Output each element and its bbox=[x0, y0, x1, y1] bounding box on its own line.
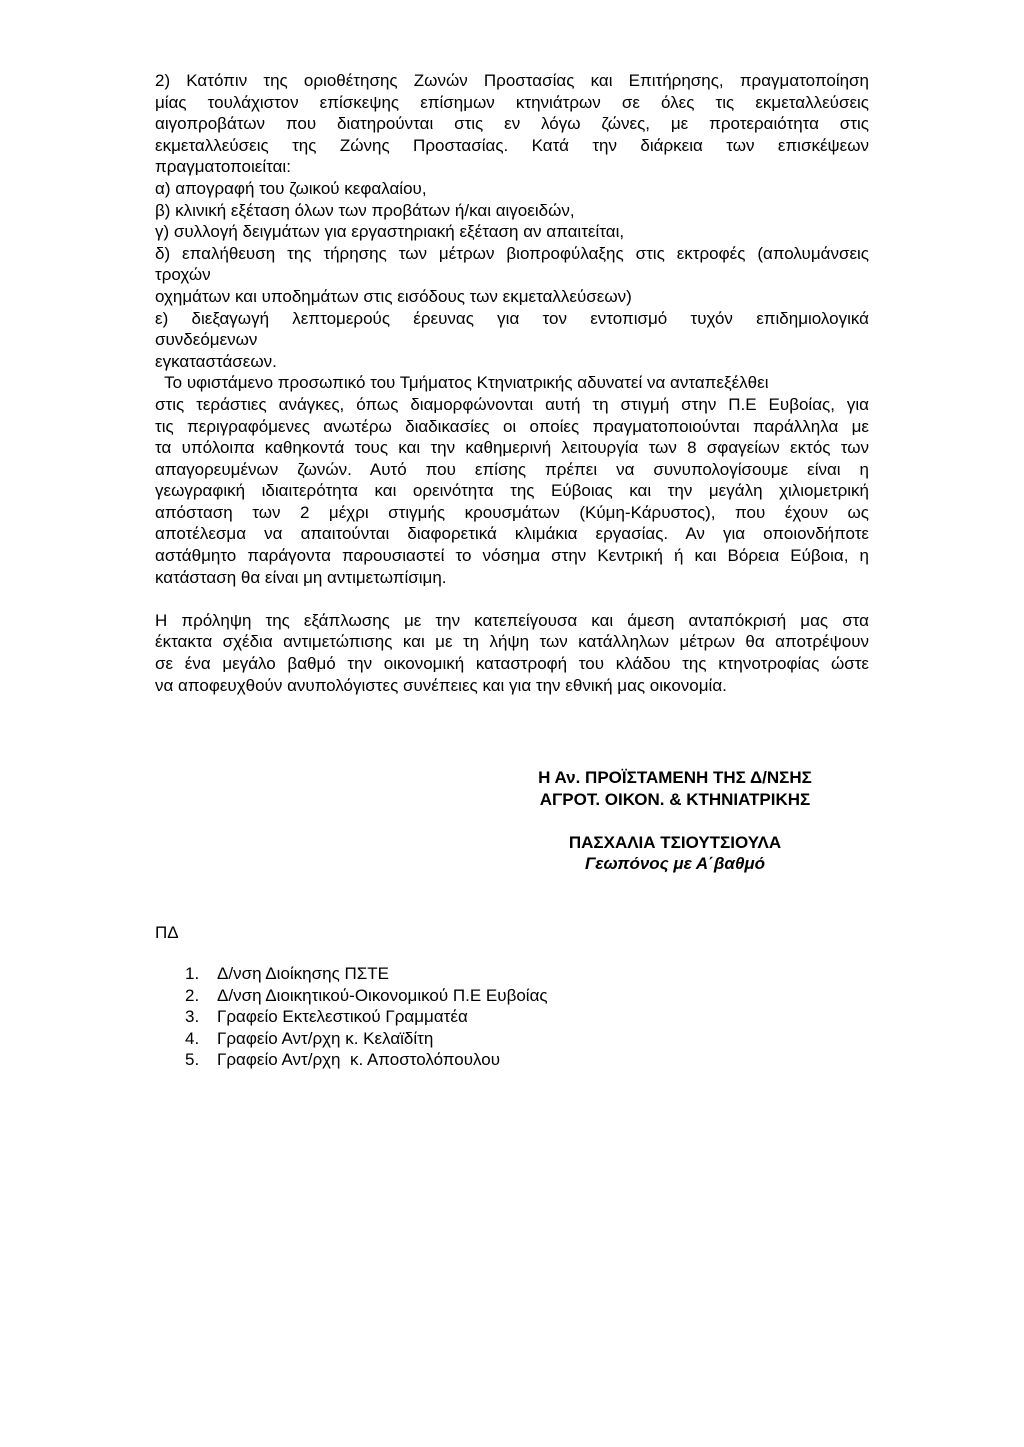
body-line: εκμεταλλεύσεις της Ζώνης Προστασίας. Κατά την διάρκεια των επισκέψεων bbox=[155, 135, 869, 155]
closing-line: Η πρόληψη της εξάπλωσης με την κατεπείγουσα και άμεση ανταπόκρισή μας στα bbox=[155, 610, 869, 630]
signature-role: Γεωπόνος με Α΄βαθμό bbox=[584, 854, 766, 874]
body-line: Το υφιστάμενο προσωπικό του Τμήματος Κτηνιατρικής αδυνατεί να ανταπεξέλθει bbox=[155, 373, 769, 393]
body-line: γεωγραφική ιδιαιτερότητα και ορεινότητα της Εύβοιας και την μεγάλη χιλιομετρική bbox=[155, 481, 869, 501]
signature-title-line2: ΑΓΡΟΤ. ΟΙΚΟΝ. & ΚΤΗΝΙΑΤΡΙΚΗΣ bbox=[539, 789, 811, 809]
distribution-item bbox=[185, 1006, 548, 1028]
body-line: τις περιγραφόμενες ανωτέρω διαδικασίες οι οποίες πραγματοποιούνται παράλληλα με bbox=[155, 416, 869, 436]
body-line: στις τεράστιες ανάγκες, όπως διαμορφώνονται αυτή τη στιγμή στην Π.Ε Ευβοίας, για bbox=[155, 394, 869, 414]
signature-block bbox=[480, 767, 870, 875]
distribution-item-number: 3. bbox=[185, 1007, 200, 1027]
body-line: απόσταση των 2 μέχρι στιγμής κρουσμάτων (Κύμη-Κάρυστος), που έχουν ως bbox=[155, 502, 869, 522]
distribution-label: ΠΔ bbox=[155, 923, 179, 942]
signature-title-line1: Η Αν. ΠΡΟΪΣΤΑΜΕΝΗ ΤΗΣ Δ/ΝΣΗΣ bbox=[538, 768, 812, 787]
list-item-b: β) κλινική εξέταση όλων των προβάτων ή/και αιγοειδών, bbox=[155, 200, 575, 220]
list-item-c: γ) συλλογή δειγμάτων για εργαστηριακή εξέταση αν απαιτείται, bbox=[155, 222, 625, 242]
body-line: αποτέλεσμα να απαιτούνται διαφορετικά κλιμάκια εργασίας. Αν για οποιονδήποτε bbox=[155, 524, 869, 544]
body-line: αστάθμητο παράγοντα παρουσιαστεί το νόσημα στην Κεντρική ή και Βόρεια Εύβοια, η bbox=[155, 546, 869, 566]
distribution-list bbox=[185, 963, 548, 1071]
list-item-d: δ) επαλήθευση της τήρησης των μέτρων βιοπροφύλαξης στις εκτροφές (απολυμάνσεις bbox=[155, 243, 869, 263]
document-body bbox=[155, 70, 869, 696]
body-line: 2) Κατόπιν της οριοθέτησης Ζωνών Προστασίας και Επιτήρησης, πραγματοποίηση bbox=[155, 71, 869, 90]
body-line: κατάσταση θα είναι μη αντιμετωπίσιμη. bbox=[155, 567, 447, 587]
distribution-item bbox=[185, 963, 548, 985]
distribution-item bbox=[185, 985, 548, 1007]
distribution-item-text: Γραφείο Αντ/ρχη κ. Κελαϊδίτη bbox=[217, 1028, 434, 1048]
distribution-item-number: 5. bbox=[185, 1050, 200, 1070]
closing-line: σε ένα μεγάλο βαθμό την οικονομική καταστροφή του κλάδου της κτηνοτροφίας ώστε bbox=[155, 654, 869, 674]
list-item-d-cont: τροχών bbox=[155, 265, 211, 285]
list-item-d-cont: οχημάτων και υποδημάτων στις εισόδους των εκμεταλλεύσεων) bbox=[155, 286, 632, 306]
distribution-item-text: Δ/νση Διοικητικού-Οικονομικού Π.Ε Ευβοίας bbox=[217, 985, 548, 1005]
list-item-a: α) απογραφή του ζωικού κεφαλαίου, bbox=[155, 178, 427, 198]
body-line: τα υπόλοιπα καθηκοντά τους και την καθημερινή λειτουργία των 8 σφαγείων εκτός των bbox=[155, 438, 869, 458]
list-item-e: ε) διεξαγωγή λεπτομερούς έρευνας για τον εντοπισμό τυχόν επιδημιολογικά bbox=[155, 308, 869, 328]
distribution-item-text: Γραφείο Εκτελεστικού Γραμματέα bbox=[217, 1007, 468, 1027]
distribution-item-number: 2. bbox=[185, 985, 200, 1005]
body-line: πραγματοποιείται: bbox=[155, 157, 291, 177]
signature-spacer bbox=[480, 810, 870, 832]
signature-name: ΠΑΣΧΑΛΙΑ ΤΣΙΟΥΤΣΙΟΥΛΑ bbox=[568, 832, 782, 852]
body-line: αιγοπροβάτων που διατηρούνται στις εν λόγω ζώνες, με προτεραιότητα στις bbox=[155, 114, 869, 134]
list-item-e-cont: εγκαταστάσεων. bbox=[155, 351, 277, 371]
closing-line: να αποφευχθούν ανυπολόγιστες συνέπειες και για την εθνική μας οικονομία. bbox=[155, 675, 727, 695]
distribution-item bbox=[185, 1049, 548, 1071]
paragraph-gap bbox=[155, 588, 869, 610]
distribution-item-text: Γραφείο Αντ/ρχη κ. Αποστολόπουλου bbox=[217, 1050, 501, 1070]
body-line: απαγορευμένων ζωνών. Αυτό που επίσης πρέπει να συνυπολογίσουμε είναι η bbox=[155, 459, 869, 479]
closing-line: έκτακτα σχέδια αντιμετώπισης και με τη λήψη των κατάλληλων μέτρων θα αποτρέψουν bbox=[155, 632, 869, 652]
body-line: μίας τουλάχιστον επίσκεψης επίσημων κτηνιάτρων σε όλες τις εκμεταλλεύσεις bbox=[155, 92, 869, 112]
distribution-item bbox=[185, 1028, 548, 1050]
list-item-e-cont: συνδεόμενων bbox=[155, 330, 258, 350]
distribution-item-number: 1. bbox=[185, 964, 200, 983]
distribution-item-text: Δ/νση Διοίκησης ΠΣΤΕ bbox=[217, 964, 390, 983]
distribution-item-number: 4. bbox=[185, 1028, 200, 1048]
